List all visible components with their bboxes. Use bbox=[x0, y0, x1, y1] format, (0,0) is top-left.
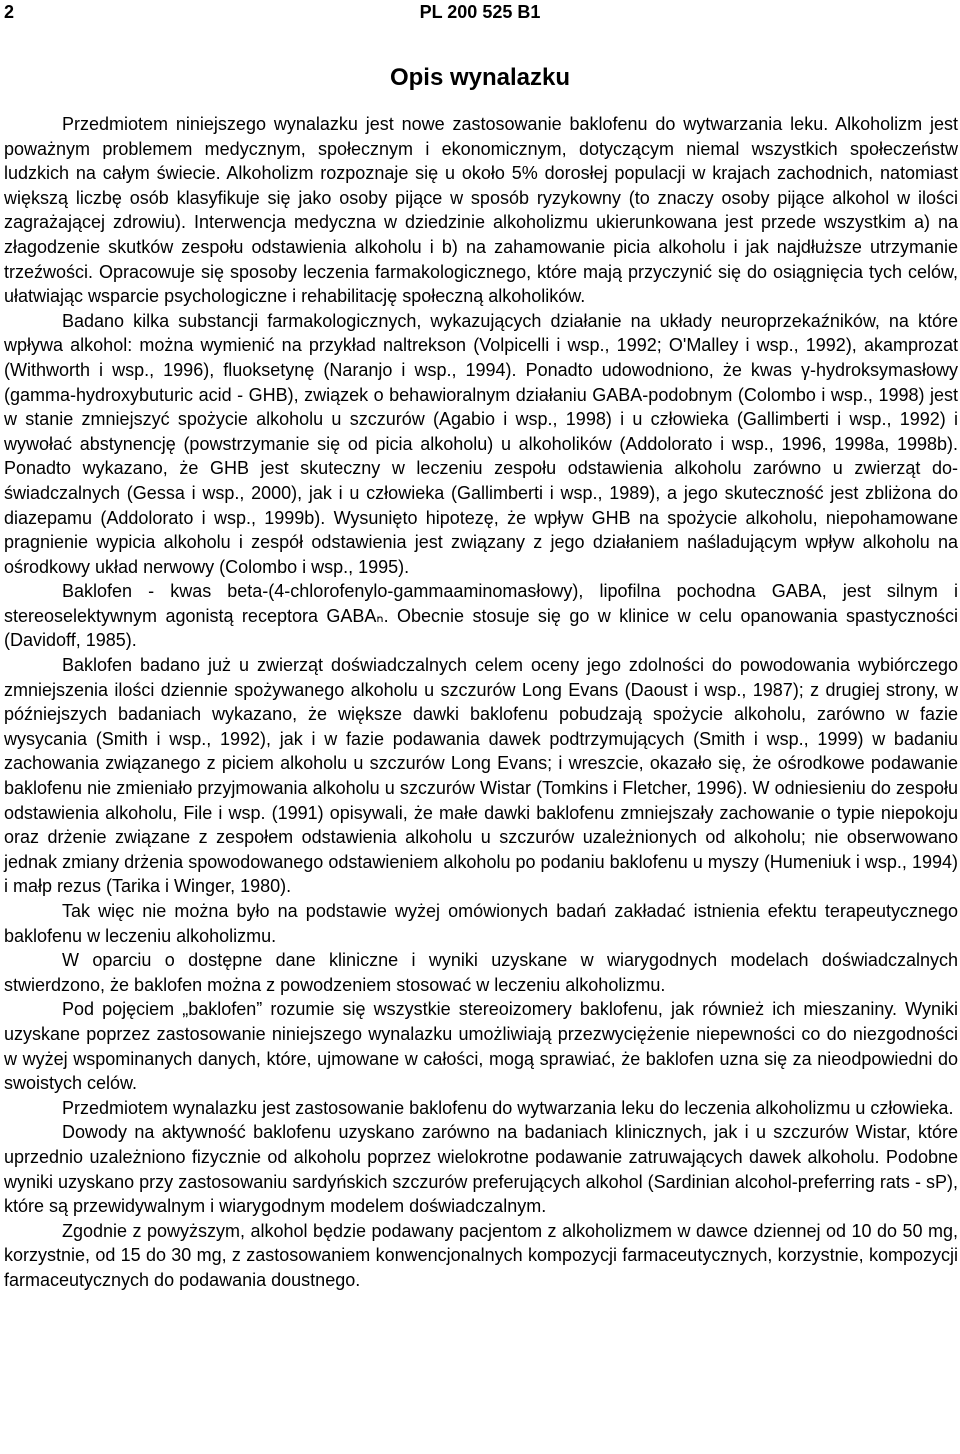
document-title: Opis wynalazku bbox=[389, 64, 571, 91]
paragraph: Przedmiotem wynalazku jest zastosowanie baklofenu do wytwarzania leku do leczenia alkoholizmu u człowieka. bbox=[62, 1097, 954, 1118]
patent-number: PL 200 525 B1 bbox=[419, 2, 541, 22]
paragraph: Dowody na aktywność baklofenu uzyskano zarówno na badaniach klinicznych, jak i u szczurów Wistar, które uprzednio uzależniono fizycznie od alkoholu poprzez wielokrotne podawanie zatruwających dawek alkoholu. Podobne wyniki uzyskano przy zastosowaniu sardyńskich szczurów preferujących alkohol (Sardinian alcohol-preferring rats - sP), które są przewidywalnym i wiarygodnym modelem doświadczalnym. bbox=[4, 1122, 958, 1217]
paragraph: Baklofen - kwas beta-(4-chlorofenylo-gammaaminomasłowy), lipofilna pochodna GABA, jest silnym i stereoselektywnym agonistą receptora GABAₙ. Obecnie stosuje się go w klinice w celu opanowania spastyczności (Davidoff, 1985). bbox=[4, 581, 958, 651]
paragraph: W oparciu o dostępne dane kliniczne i wyniki uzyskane w wiarygodnych modelach doświadczalnych stwierdzono, że baklofen można z powodzeniem stosować w leczeniu alkoholizmu. bbox=[4, 950, 958, 995]
paragraph: Przedmiotem niniejszego wynalazku jest nowe zastosowanie baklofenu do wytwarzania leku. Alkoholizm jest poważnym problemem medycznym, społecznym i ekonomicznym, dotyczącym niemal wszystkich społeczeństw ludzkich na całym świecie. Alkoholizm rozpoznaje się u około 5% dorosłej populacji w krajach zachodnich, natomiast większą liczbę osób klasyfikuje się jako osoby pijące w sposób ryzykowny (to znaczy osoby pijące alkohol w ilości zagrażającej zdrowiu). Interwencja medyczna w dziedzinie alkoholizmu ukierunkowana jest przede wszystkim a) na złagodzenie skutków zespołu odstawienia alkoholu i b) na zahamowanie picia alkoholu i jak najdłuższe utrzymanie trzeźwości. Opracowuje się sposoby leczenia farmakologicznego, które mają przyczynić się do osiągnięcia tych celów, ułatwiając wsparcie psychologiczne i rehabilitację społeczną alkoholików. bbox=[4, 114, 958, 307]
paragraph: Badano kilka substancji farmakologicznych, wykazujących działanie na układy neuroprzekaźników, na które wpływa alkohol: można wymienić na przykład naltrekson (Volpicelli i wsp., 1992; O'Malley i wsp., 1992), akamprozat (Withworth i wsp., 1996), fluoksetynę (Naranjo i wsp., 1994). Ponadto udowodniono, że kwas γ-hydroksymasłowy (gamma-hydroxybuturic acid - GHB), związek o behawioralnym działaniu GABA-podobnym (Colombo i wsp., 1998) jest w stanie zmniejszyć spożycie alkoholu u szczurów (Agabio i wsp., 1998) i u człowieka (Gallimberti i wsp., 1992) i wywołać abstynencję (powstrzymanie się od picia alkoholu) u alkoholików (Addolorato i wsp., 1996, 1998a, 1998b). Ponadto wykazano, że GHB jest skuteczny w leczeniu zespołu odstawienia alkoholu zarówno u zwierząt doświadczalnych (Gessa i wsp., 2000), jak i u człowieka (Gallimberti i wsp., 1989), a jego skuteczność jest zbliżona do diazepamu (Addolorato i wsp., 1999b). Wysunięto hipotezę, że wpływ GHB na spożycie alkoholu, niepohamowane pragnienie wypicia alkoholu i zespół odstawienia jest związany z jego działaniem naśladującym wpływ alkoholu na ośrodkowy układ nerwowy (Colombo i wsp., 1995). bbox=[4, 310, 958, 577]
page-header bbox=[4, 0, 956, 28]
paragraph: Baklofen badano już u zwierząt doświadczalnych celem oceny jego zdolności do powodowania wybiórczego zmniejszenia ilości dziennie spożywanego alkoholu u szczurów Long Evans (Daoust i wsp., 1987); z drugiej strony, w późniejszych badaniach wykazano, że większe dawki baklofenu pobudzają spożycie alkoholu, zarówno w fazie wysycania (Smith i wsp., 1992), jak i w fazie podawania dawek podtrzymujących (Smith i wsp., 1999) w badaniu zachowania związanego z piciem alkoholu u szczurów Long Evans; i wreszcie, okazało się, że ośrodkowe podawanie baklofenu nie zmieniało przyjmowania alkoholu u szczurów Wistar (Tomkins i Fletcher, 1996). W odniesieniu do zespołu odstawienia alkoholu, File i wsp. (1991) opisywali, że małe dawki baklofenu zmniejszały zachowanie o typie niepokoju oraz drżenie związane z zespołem odstawienia alkoholu u szczurów uzależnionych od alkoholu; nie obserwowano jednak zmiany drżenia spowodowanego odstawieniem alkoholu po podaniu baklofenu u myszy (Humeniuk i wsp., 1994) i małp rezus (Tarika i Winger, 1980). bbox=[4, 655, 958, 897]
paragraph: Pod pojęciem „baklofen” rozumie się wszystkie stereoizomery baklofenu, jak również ich mieszaniny. Wyniki uzyskane poprzez zastosowanie niniejszego wynalazku umożliwiają przezwyciężenie niepewności co do niezgodności w wyżej wspominanych danych, które, ujmowane w całości, mogą sprawiać, że baklofen uzna się za nieodpowiedni do swoistych celów. bbox=[4, 999, 958, 1094]
paragraph: Tak więc nie można było na podstawie wyżej omówionych badań zakładać istnienia efektu terapeutycznego baklofenu w leczeniu alkoholizmu. bbox=[4, 901, 958, 946]
page-number: 2 bbox=[4, 2, 15, 22]
paragraph: Zgodnie z powyższym, alkohol będzie podawany pacjentom z alkoholizmem w dawce dziennej od 10 do 50 mg, korzystnie, od 15 do 30 mg, z zastosowaniem konwencjonalnych kompozycji farmaceutycznych, korzystnie, kompozycji farmaceutycznych do podawania doustnego. bbox=[4, 1220, 958, 1290]
document-body bbox=[4, 112, 958, 1293]
